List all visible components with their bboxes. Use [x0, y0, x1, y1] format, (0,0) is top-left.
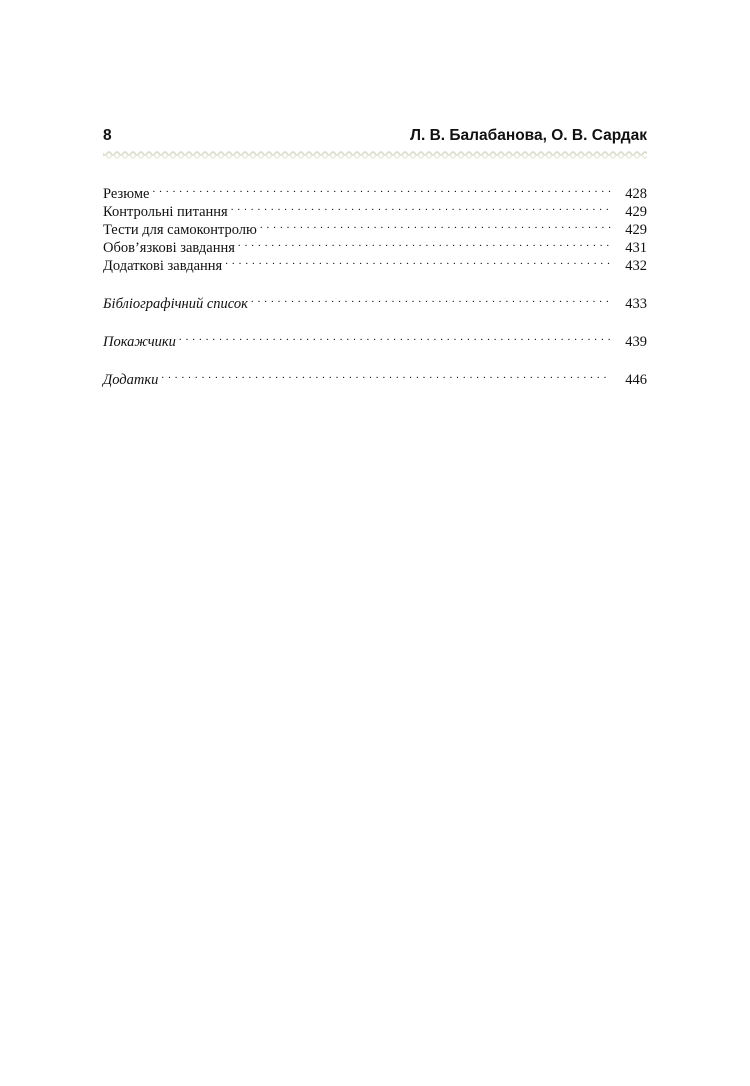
toc-entry-page: 432: [625, 258, 647, 274]
toc-entry-page: 433: [625, 296, 647, 312]
table-of-contents: [103, 180, 647, 388]
toc-entry-page: 439: [625, 334, 647, 350]
toc-entry-label: Тести для самоконтролю: [103, 222, 257, 238]
toc-dot-leader: [152, 180, 611, 198]
toc-dot-leader: [231, 198, 611, 216]
toc-entry-summary[interactable]: [103, 180, 647, 202]
toc-entry-bibliography[interactable]: [103, 290, 647, 312]
toc-entry-appendices[interactable]: [103, 366, 647, 388]
toc-dot-leader: [225, 252, 611, 270]
toc-entry-indexes[interactable]: [103, 328, 647, 350]
toc-entry-label: Бібліографічний список: [103, 296, 248, 312]
toc-entry-page: 431: [625, 240, 647, 256]
toc-dot-leader: [260, 216, 611, 234]
toc-entry-control-questions[interactable]: [103, 198, 647, 220]
toc-entry-label: Обов’язкові завдання: [103, 240, 235, 256]
toc-entry-page: 429: [625, 222, 647, 238]
running-header: [103, 127, 647, 151]
toc-entry-page: 428: [625, 186, 647, 202]
toc-dot-leader: [251, 290, 611, 308]
toc-entry-label: Покажчики: [103, 334, 176, 350]
toc-entry-label: Резюме: [103, 186, 150, 202]
toc-dot-leader: [238, 234, 611, 252]
toc-dot-leader: [161, 366, 611, 384]
toc-dot-leader: [179, 328, 611, 346]
running-header-authors: Л. В. Балабанова, О. В. Сардак: [410, 127, 647, 144]
page-number: 8: [103, 127, 112, 144]
header-decorative-rule: [103, 150, 647, 160]
toc-entry-label: Додатки: [103, 372, 159, 388]
toc-entry-label: Додаткові завдання: [103, 258, 223, 274]
toc-entry-label: Контрольні питання: [103, 204, 228, 220]
toc-entry-page: 429: [625, 204, 647, 220]
toc-entry-page: 446: [625, 372, 647, 388]
